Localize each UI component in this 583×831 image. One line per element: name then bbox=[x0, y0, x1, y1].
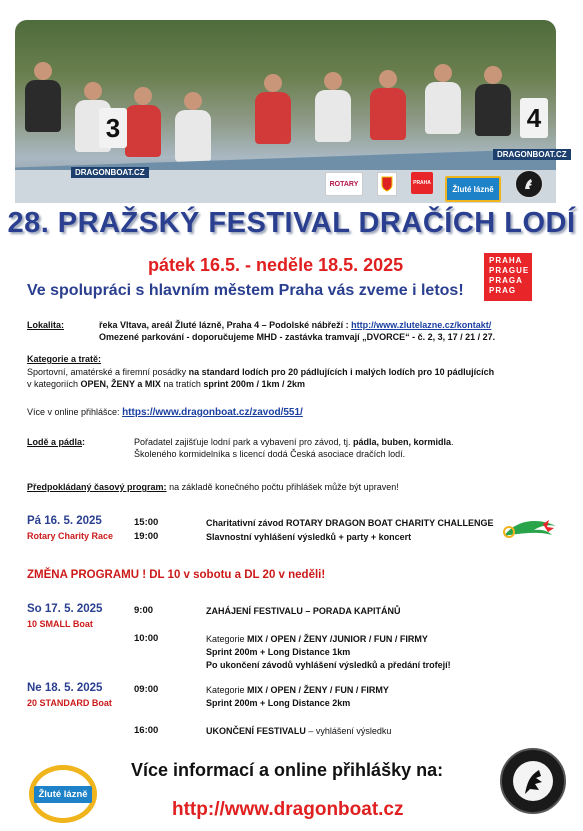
registration-link[interactable]: https://www.dragonboat.cz/zavod/551/ bbox=[122, 407, 303, 418]
sunday-event-1-categories: MIX / OPEN / ŽENY / FUN / FIRMY bbox=[247, 685, 389, 695]
boats-label-line bbox=[27, 436, 85, 448]
saturday-sub: 10 SMALL Boat bbox=[27, 619, 93, 629]
praha-logo-line: PRAHA bbox=[489, 256, 523, 265]
saturday-event-2 bbox=[206, 633, 428, 645]
program-line bbox=[27, 481, 399, 493]
boat-label: DRAGONBOAT.CZ bbox=[71, 167, 149, 178]
praha-logo-line: PRAGA bbox=[489, 276, 523, 285]
praha-logo bbox=[484, 253, 532, 301]
dragon-head-icon bbox=[513, 761, 553, 801]
saturday-day: So 17. 5. 2025 bbox=[27, 603, 103, 615]
friday-event-2: Slavnostní vyhlášení výsledků + party + koncert bbox=[206, 532, 412, 542]
rower-head bbox=[134, 87, 152, 105]
location-line bbox=[99, 319, 491, 331]
hero-photo bbox=[15, 20, 567, 203]
sunday-event-2-title: UKONČENÍ FESTIVALU bbox=[206, 726, 306, 736]
sunday-event-2-note: – vyhlášení výsledku bbox=[305, 726, 392, 736]
categories-distances: sprint 200m / 1km / 2km bbox=[203, 379, 305, 389]
invitation-text: Ve spolupráci s hlavním městem Praha vás zveme i letos! bbox=[27, 282, 464, 299]
categories-list: OPEN, ŽENY a MIX bbox=[80, 379, 161, 389]
boat-number: 4 bbox=[520, 98, 548, 138]
sunday-event-1 bbox=[206, 684, 389, 696]
rower-figure bbox=[475, 84, 511, 136]
rower-figure bbox=[25, 80, 61, 132]
rotary-dragon-icon bbox=[499, 512, 561, 548]
rower-head bbox=[379, 70, 397, 88]
rower-head bbox=[34, 62, 52, 80]
boat-label: DRAGONBOAT.CZ bbox=[493, 149, 571, 160]
cdba-logo-icon bbox=[515, 170, 543, 198]
rower-head bbox=[324, 72, 342, 90]
boats-label: Lodě a pádla bbox=[27, 437, 83, 447]
rower-head bbox=[184, 92, 202, 110]
location-label: Lokalita: bbox=[27, 320, 65, 330]
zlute-lazne-logo-text: Žluté lázně bbox=[34, 786, 91, 803]
saturday-event-2-prefix: Kategorie bbox=[206, 634, 248, 644]
saturday-event-2-awards: Po ukončení závodů vyhlášení výsledků a předání trofejí! bbox=[206, 660, 451, 670]
praha-logo-chip: PRAHA bbox=[411, 172, 433, 194]
boat-number: 3 bbox=[99, 108, 127, 148]
boats-colon: : bbox=[82, 437, 86, 447]
saturday-time-2: 10:00 bbox=[134, 633, 159, 644]
rower-figure bbox=[315, 90, 351, 142]
boats-text: . bbox=[451, 437, 454, 447]
categories-text: v kategoriích bbox=[27, 379, 81, 389]
rower-head bbox=[484, 66, 502, 84]
boats-line-1 bbox=[134, 436, 454, 448]
rower-head bbox=[84, 82, 102, 100]
rower-head bbox=[264, 74, 282, 92]
rower-figure bbox=[175, 110, 211, 162]
zlute-lazne-logo-chip: Žluté lázně bbox=[445, 176, 501, 202]
rower-figure bbox=[125, 105, 161, 157]
boats-text: Pořadatel zajišťuje lodní park a vybavení pro závod, tj. bbox=[134, 437, 353, 447]
program-label: Předpokládaný časový program: bbox=[27, 482, 167, 492]
parking-note: Omezené parkování - doporučujeme MHD - zastávka tramvají „DVORCE“ - č. 2, 3, 17 / 21 / 27. bbox=[99, 332, 496, 342]
rotary-logo-chip: ROTARY bbox=[325, 172, 363, 196]
categories-line-2 bbox=[27, 378, 305, 390]
program-note: na základě konečného počtu přihlášek může být upraven! bbox=[166, 482, 399, 492]
rower-figure bbox=[425, 82, 461, 134]
festival-title: 28. PRAŽSKÝ FESTIVAL DRAČÍCH LODÍ bbox=[7, 207, 576, 239]
rower-figure bbox=[255, 92, 291, 144]
saturday-event-2-distances: Sprint 200m + Long Distance 1km bbox=[206, 647, 351, 657]
website-link[interactable]: http://www.dragonboat.cz bbox=[172, 799, 404, 820]
praha-logo-line: PRAGUE bbox=[489, 266, 530, 275]
registration-text: Více v online přihlášce: bbox=[27, 407, 123, 417]
location-link[interactable]: http://www.zlutelazne.cz/kontakt/ bbox=[351, 320, 492, 330]
sunday-event-2 bbox=[206, 725, 391, 737]
sunday-day: Ne 18. 5. 2025 bbox=[27, 682, 103, 694]
more-info-heading: Více informací a online přihlášky na: bbox=[131, 760, 444, 780]
friday-time-1: 15:00 bbox=[134, 517, 159, 528]
friday-day: Pá 16. 5. 2025 bbox=[27, 515, 102, 527]
zlute-lazne-logo bbox=[29, 765, 97, 823]
sunday-event-1-prefix: Kategorie bbox=[206, 685, 248, 695]
boats-equipment: pádla, buben, kormidla bbox=[353, 437, 452, 447]
categories-text: Sportovní, amatérské a firemní posádky bbox=[27, 367, 189, 377]
categories-line-1 bbox=[27, 366, 494, 378]
saturday-event-1: ZAHÁJENÍ FESTIVALU – PORADA KAPITÁNŮ bbox=[206, 606, 401, 616]
friday-time-2: 19:00 bbox=[134, 531, 159, 542]
categories-label: Kategorie a tratě: bbox=[27, 354, 102, 364]
sunday-time-2: 16:00 bbox=[134, 725, 159, 736]
friday-event-1: Charitativní závod ROTARY DRAGON BOAT CHARITY CHALLENGE bbox=[206, 518, 494, 528]
saturday-event-2-categories: MIX / OPEN / ŽENY /JUNIOR / FUN / FIRMY bbox=[247, 634, 428, 644]
rotary-dragon-boat-logo bbox=[499, 512, 561, 548]
categories-text: na tratích bbox=[160, 379, 204, 389]
saturday-time-1: 9:00 bbox=[134, 605, 154, 616]
friday-sub: Rotary Charity Race bbox=[27, 531, 114, 541]
festival-dates: pátek 16.5. - neděle 18.5. 2025 bbox=[148, 255, 404, 275]
sunday-time-1: 09:00 bbox=[134, 684, 159, 695]
cdba-logo bbox=[500, 748, 566, 814]
registration-line bbox=[27, 406, 303, 419]
rower-head bbox=[434, 64, 452, 82]
prague-crest-icon bbox=[377, 172, 397, 196]
program-change-notice: ZMĚNA PROGRAMU ! DL 10 v sobotu a DL 20 v neděli! bbox=[27, 569, 326, 581]
categories-boats: na standard lodích pro 20 pádlujících i malých lodích pro 10 pádlujících bbox=[188, 367, 495, 377]
sunday-sub: 20 STANDARD Boat bbox=[27, 698, 112, 708]
praha-logo-line: PRAG bbox=[489, 286, 517, 295]
rower-figure bbox=[370, 88, 406, 140]
sunday-event-1-distances: Sprint 200m + Long Distance 2km bbox=[206, 698, 351, 708]
location-text: řeka Vltava, areál Žluté lázně, Praha 4 – Podolské nábřeží : bbox=[99, 320, 352, 330]
boats-line-2: Školeného kormidelníka s licencí dodá Česká asociace dračích lodí. bbox=[134, 449, 406, 459]
